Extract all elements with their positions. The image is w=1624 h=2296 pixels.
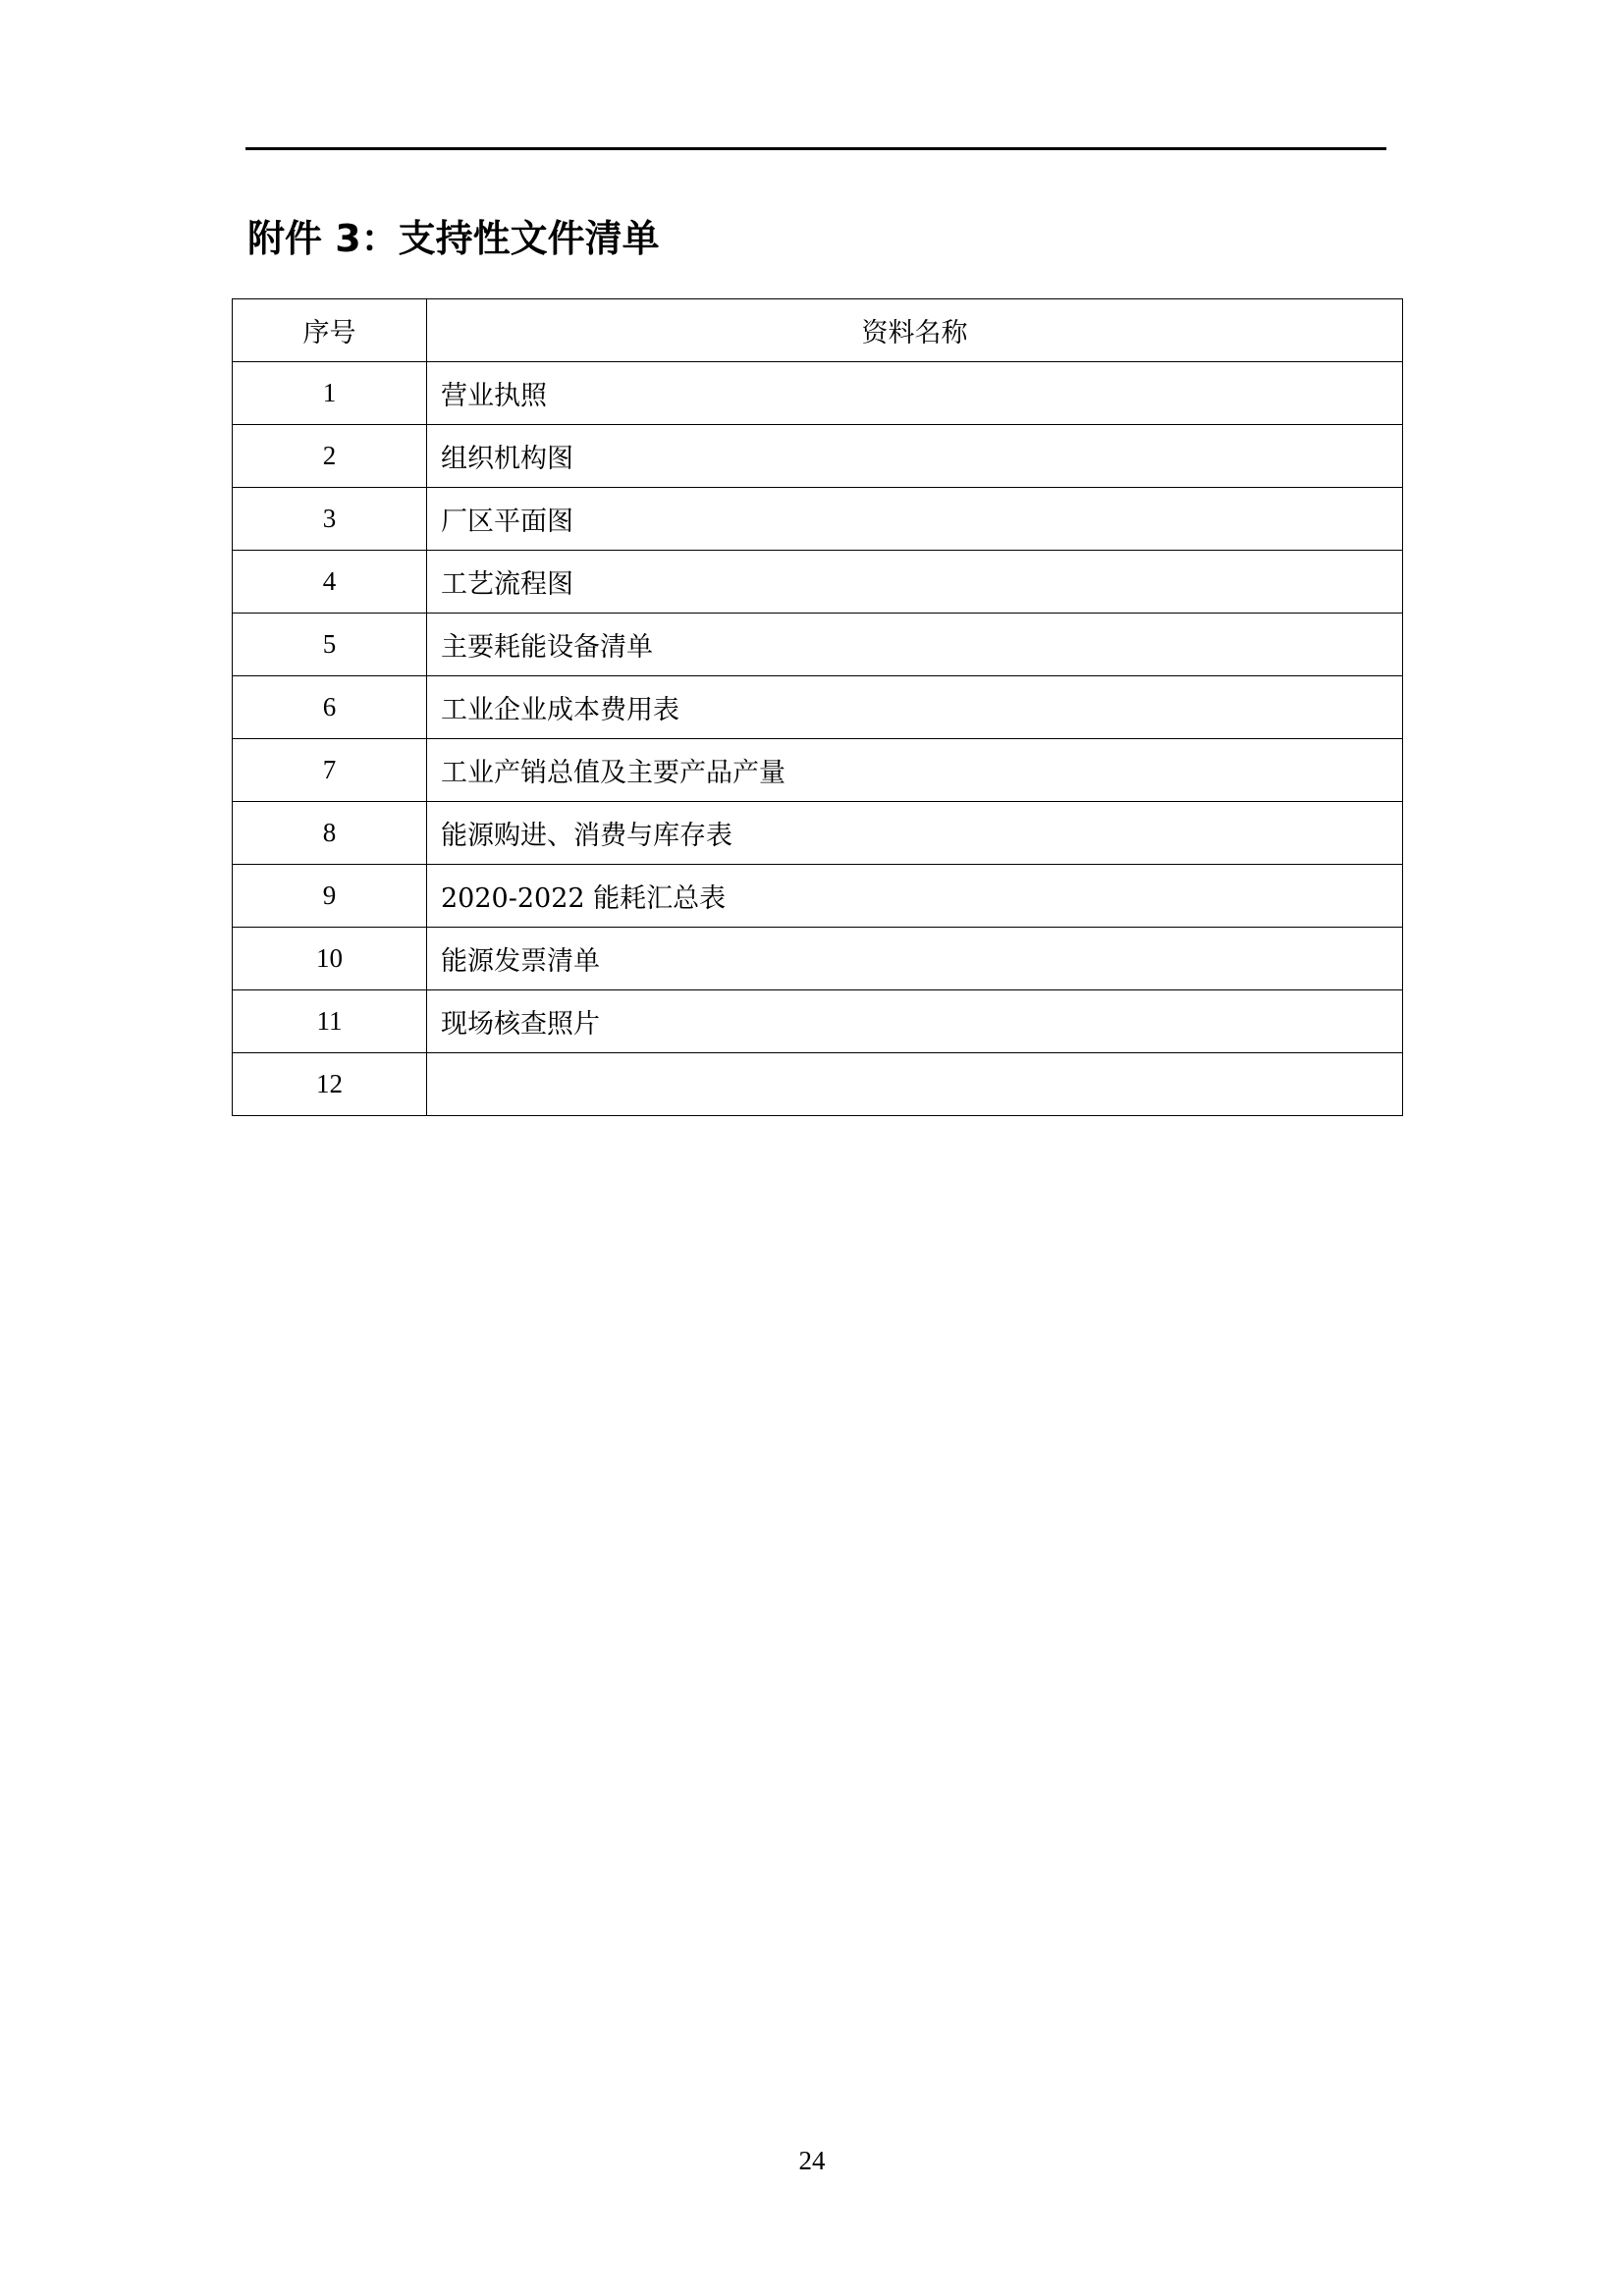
column-header-number: 序号 [233, 299, 427, 362]
row-number: 11 [233, 990, 427, 1053]
document-name: 现场核查照片 [427, 990, 1403, 1053]
document-name [427, 1053, 1403, 1116]
row-number: 2 [233, 425, 427, 488]
table-row [233, 990, 1403, 1053]
document-name: 工业产销总值及主要产品产量 [427, 739, 1403, 802]
table-row [233, 1053, 1403, 1116]
supporting-documents-table [232, 298, 1403, 1116]
header-rule [245, 147, 1386, 150]
row-number: 4 [233, 551, 427, 614]
row-number: 7 [233, 739, 427, 802]
table-header-row [233, 299, 1403, 362]
table-row [233, 739, 1403, 802]
document-name: 工艺流程图 [427, 551, 1403, 614]
document-name: 能源购进、消费与库存表 [427, 802, 1403, 865]
row-number: 9 [233, 865, 427, 928]
document-name: 2020-2022 能耗汇总表 [427, 865, 1403, 928]
document-name: 厂区平面图 [427, 488, 1403, 551]
table-row [233, 865, 1403, 928]
row-number: 3 [233, 488, 427, 551]
page-title: 附件 3：支持性文件清单 [247, 217, 660, 260]
column-header-name: 资料名称 [427, 299, 1403, 362]
page-number: 24 [798, 2146, 826, 2175]
table-row [233, 551, 1403, 614]
table-row [233, 425, 1403, 488]
document-name: 主要耗能设备清单 [427, 614, 1403, 676]
table-row [233, 362, 1403, 425]
table-row [233, 802, 1403, 865]
document-name: 工业企业成本费用表 [427, 676, 1403, 739]
table-row [233, 488, 1403, 551]
row-number: 10 [233, 928, 427, 990]
document-name: 能源发票清单 [427, 928, 1403, 990]
row-number: 1 [233, 362, 427, 425]
table-row [233, 676, 1403, 739]
row-number: 8 [233, 802, 427, 865]
row-number: 12 [233, 1053, 427, 1116]
row-number: 6 [233, 676, 427, 739]
document-name: 营业执照 [427, 362, 1403, 425]
row-number: 5 [233, 614, 427, 676]
table-row [233, 928, 1403, 990]
table-row [233, 614, 1403, 676]
document-name: 组织机构图 [427, 425, 1403, 488]
